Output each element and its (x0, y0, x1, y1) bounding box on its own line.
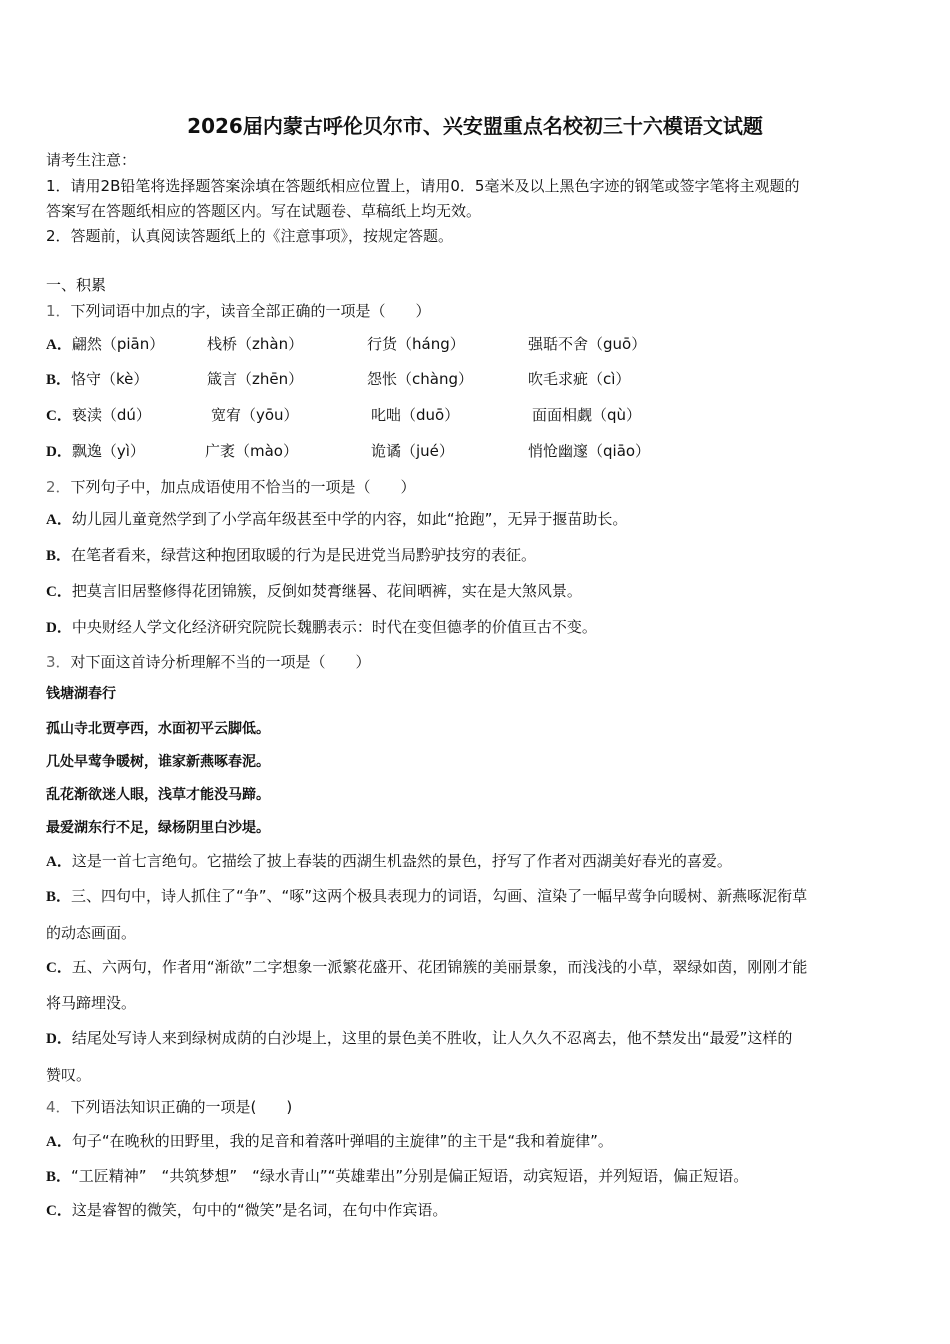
option-text: 强聒不舍（guō） (528, 335, 647, 353)
option-item (528, 441, 650, 461)
notice-line: 答案写在答题纸相应的答题区内。写在试题卷、草稿纸上均无效。 (46, 202, 482, 220)
option-a: A．这是一首七言绝句。它描绘了披上春装的西湖生机盎然的景色，抒写了作者对西湖美好春光的喜爱。 (46, 852, 732, 870)
option-item (367, 334, 465, 354)
option-text: 行货（háng） (367, 335, 465, 353)
poem-line: 最爱湖东行不足，绿杨阴里白沙堤。 (46, 820, 270, 836)
poem-line: 孤山寺北贾亭西，水面初平云脚低。 (46, 721, 270, 737)
question-number: 2． (46, 478, 71, 496)
option-text: 栈桥（zhàn） (207, 335, 304, 353)
option-b-cont: 的动态画面。 (46, 924, 137, 942)
option-b: B．“工匠精神” “共筑梦想” “绿水青山”“英雄辈出”分别是偏正短语，动宾短语，并列短语，偏正短语。 (46, 1167, 749, 1185)
option-text: 诡谲（jué） (371, 442, 454, 460)
option-item (207, 334, 303, 354)
option-text: 怨怅（chàng） (367, 370, 473, 388)
option-item (371, 441, 454, 461)
option-item (528, 369, 630, 389)
option-a: A．句子“在晚秋的田野里，我的足音和着落叶弹唱的主旋律”的主干是“我和着旋律”。 (46, 1132, 613, 1150)
option-d: D．结尾处写诗人来到绿树成荫的白沙堤上，这里的景色美不胜收，让人久久不忍离去，他不禁发出“最爱”这样的 (46, 1029, 793, 1047)
option-label: A． (46, 337, 72, 353)
option-c: C．把莫言旧居整修得花团锦簇，反倒如焚膏继晷、花间晒裤，实在是大煞风景。 (46, 582, 582, 600)
notice-line: 1．请用2B铅笔将选择题答案涂填在答题纸相应位置上，请用0．5毫米及以上黑色字迹的钢笔或签字笔将主观题的 (46, 177, 800, 195)
option-text: 亵渎（dú） (71, 406, 151, 424)
poem-line: 乱花渐欲迷人眼，浅草才能没马蹄。 (46, 787, 270, 803)
question-number: 3． (46, 653, 71, 671)
option-b: B．三、四句中，诗人抓住了“争”、“啄”这两个极具表现力的词语，勾画、渲染了一幅早莺争向暖树、新燕啄泥衔草 (46, 887, 808, 905)
option-item (46, 441, 145, 462)
question-stem: 下列词语中加点的字，读音全部正确的一项是（ ） (70, 302, 431, 320)
option-item (46, 405, 151, 426)
option-text: 恪守（kè） (71, 370, 149, 388)
option-item (46, 334, 164, 355)
option-item (211, 405, 299, 425)
option-item (207, 369, 303, 389)
option-d-cont: 赞叹。 (46, 1066, 92, 1084)
option-text: 飘逸（yì） (71, 442, 145, 460)
option-text: 箴言（zhēn） (207, 370, 304, 388)
option-item (371, 405, 459, 425)
option-c: C．五、六两句，作者用“渐欲”二字想象一派繁花盛开、花团锦簇的美丽景象，而浅浅的小草，翠绿如茵，刚刚才能 (46, 958, 808, 976)
option-item (532, 405, 641, 425)
option-text: 悄怆幽邃（qiāo） (528, 442, 651, 460)
question-stem: 下列句子中，加点成语使用不恰当的一项是（ ） (70, 478, 416, 496)
option-text: 翩然（piān） (71, 335, 165, 353)
option-c-cont: 将马蹄埋没。 (46, 994, 137, 1012)
option-b: B．在笔者看来，绿营这种抱团取暖的行为是民进党当局黔驴技穷的表征。 (46, 546, 537, 564)
poem-title: 钱塘湖春行 (46, 686, 116, 702)
question-number: 4． (46, 1098, 71, 1116)
option-item (367, 369, 473, 389)
option-item (46, 369, 148, 390)
question-number: 1． (46, 302, 71, 320)
option-item (528, 334, 646, 354)
option-text: 叱咄（duō） (371, 406, 460, 424)
question-stem: 对下面这首诗分析理解不当的一项是（ ） (70, 653, 371, 671)
question-stem: 下列语法知识正确的一项是( ) (70, 1098, 293, 1116)
notice-heading: 请考生注意： (46, 151, 137, 169)
option-label: B． (46, 372, 72, 388)
poem-line: 几处早莺争暖树，谁家新燕啄春泥。 (46, 754, 270, 770)
option-a: A．幼儿园儿童竟然学到了小学高年级甚至中学的内容，如此“抢跑”，无异于揠苗助长。 (46, 510, 628, 528)
option-item (205, 441, 298, 461)
notice-line: 2．答题前，认真阅读答题纸上的《注意事项》，按规定答题。 (46, 227, 454, 245)
option-d: D．中央财经人学文化经济研究院院长魏鹏表示：时代在变但德孝的价值亘古不变。 (46, 618, 597, 636)
option-text: 广袤（mào） (205, 442, 298, 460)
document-title: 2026届内蒙古呼伦贝尔市、兴安盟重点名校初三十六模语文试题 (187, 114, 763, 138)
option-label: D． (46, 444, 72, 460)
option-text: 吹毛求疵（cì） (528, 370, 631, 388)
option-text: 宽宥（yōu） (211, 406, 299, 424)
option-c: C．这是睿智的微笑，句中的“微笑”是名词，在句中作宾语。 (46, 1201, 448, 1219)
option-text: 面面相觑（qù） (532, 406, 642, 424)
option-label: C． (46, 408, 72, 424)
section-heading: 一、积累 (46, 276, 107, 294)
